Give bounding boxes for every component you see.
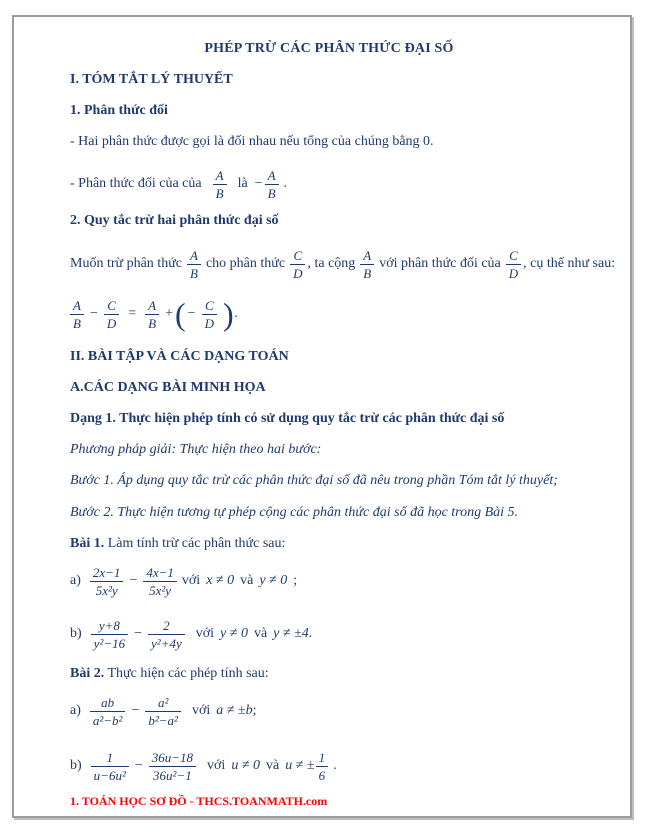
fraction-denominator: B [213,184,227,201]
subsection-heading-examples: A.CÁC DẠNG BÀI MINH HỌA [70,380,266,395]
paragraph-bai2-intro [70,665,588,683]
math-condition: a ≠ ±b [216,703,253,718]
math-fraction [91,618,128,651]
math-condition: y ≠ 0 [259,573,288,588]
math-fraction [148,618,185,651]
paragraph-step2: Bước 2. Thực hiện tương tự phép cộng các phân thức đại số đã học trong Bài 5. [70,505,519,520]
text-segment: với [195,626,215,641]
text-segment: . [283,176,288,191]
subsection-heading-subtract-rule: 2. Quy tắc trừ hai phân thức đại số [70,213,279,228]
formula-subtraction [70,292,588,336]
paragraph-opposite-fraction [70,164,588,204]
text-segment: và [240,573,254,588]
text-segment: và [266,758,280,773]
fraction-denominator: B [187,264,201,281]
fraction-numerator: C [293,247,303,263]
minus-sign: − [187,306,196,321]
fraction-denominator: D [290,264,305,281]
footer-credit: 1. TOÁN HỌC SƠ ĐỒ - THCS.TOANMATH.com [70,794,328,808]
fraction-numerator: C [509,247,518,263]
fraction-denominator: 6 [316,766,329,783]
fraction-denominator: y²+4y [148,634,185,651]
fraction-numerator: A [363,247,372,263]
math-fraction [145,298,159,331]
math-fraction [202,298,217,331]
math-condition: u ≠ 0 [231,758,261,773]
fraction-denominator: a²−b² [90,711,126,728]
fraction-denominator: 5x²y [90,581,124,598]
minus-sign: − [134,758,143,773]
fraction-numerator: 36u−18 [151,749,194,765]
fraction-numerator: y+8 [98,617,120,633]
text-segment: cho phân thức [205,256,286,271]
fraction-denominator: D [104,314,119,331]
math-fraction [104,298,119,331]
section-heading-theory: I. TÓM TẮT LÝ THUYẾT [70,72,233,87]
exercise-bai1-a [70,559,588,603]
fraction-numerator: a² [157,694,169,710]
fraction-denominator: b²−a² [145,711,181,728]
text-segment: và [253,626,268,641]
math-fraction [91,750,129,783]
math-fraction [70,298,84,331]
text-segment: . [333,758,337,773]
math-condition: y ≠ 0 [220,626,248,641]
text-segment: với [207,758,226,773]
fraction-denominator: D [202,314,217,331]
exercise-label: Bài 1. [70,536,105,551]
text-segment: với phân thức đối của [379,256,501,271]
doc-title: PHÉP TRỪ CÁC PHÂN THỨC ĐẠI SỐ [204,41,454,56]
subsection-heading-opposite-fraction: 1. Phân thức đối [70,103,168,118]
paragraph-method: Phương pháp giải: Thực hiện theo hai bước: [70,442,322,457]
text-segment: - Phân thức đối của của [70,176,202,191]
section-heading-exercises: II. BÀI TẬP VÀ CÁC DẠNG TOÁN [70,349,289,364]
text-segment: , cụ thể như sau: [523,256,616,271]
math-fraction [213,168,227,201]
item-label: a) [70,573,81,588]
left-paren: ( [175,296,186,332]
fraction-numerator: 2 [163,617,170,633]
text-segment: là [237,176,248,191]
exercise-label: Bài 2. [70,666,105,681]
math-fraction [290,248,305,281]
fraction-numerator: 4x−1 [146,564,174,580]
text-segment: với [191,703,211,718]
fraction-numerator: ab [101,694,115,710]
text-segment: Muốn trừ phân thức [70,256,182,271]
minus-sign: − [254,176,263,191]
math-fraction [265,168,279,201]
exercise-intro: Làm tính trừ các phân thức sau: [107,536,286,551]
minus-sign: − [129,573,138,588]
paragraph-step1: Bước 1. Áp dụng quy tắc trừ các phân thức đại số đã nêu trong phần Tóm tắt lý thuyết; [70,473,558,488]
fraction-numerator: 1 [318,749,326,765]
minus-sign: − [131,703,140,718]
item-label: b) [70,626,82,641]
fraction-numerator: A [267,167,276,183]
fraction-denominator: B [70,314,84,331]
text-segment: ; [293,573,298,588]
text-segment: với [181,573,201,588]
fraction-denominator: 5x²y [143,581,177,598]
exercise-bai1-b [70,612,588,656]
document-content [14,17,630,816]
math-condition: y ≠ ±4 [273,626,309,641]
fraction-denominator: B [360,264,374,281]
exercise-bai2-a [70,689,588,733]
item-label: a) [70,703,81,718]
math-fraction [145,695,181,728]
exercise-intro: Thực hiện các phép tính sau: [107,666,269,681]
fraction-numerator: C [107,297,116,313]
paragraph-bai1-intro [70,535,588,553]
fraction-denominator: y²−16 [91,634,128,651]
math-condition: u ≠ ± [285,758,315,773]
plus-sign: + [165,306,174,321]
fraction-denominator: D [506,264,521,281]
math-fraction [187,248,201,281]
fraction-numerator: A [215,167,224,183]
equals-sign: = [128,306,137,321]
fraction-denominator: B [145,314,159,331]
heading-dang1: Dạng 1. Thực hiện phép tính có sử dụng quy tắc trừ các phân thức đại số [70,411,505,426]
math-condition: x ≠ 0 [206,573,235,588]
fraction-denominator: 36u²−1 [149,766,196,783]
fraction-numerator: A [190,247,198,263]
fraction-numerator: A [148,297,157,313]
minus-sign: − [134,626,143,641]
math-fraction [149,750,196,783]
paragraph-opposite-definition: - Hai phân thức được gọi là đối nhau nếu tổng của chúng bằng 0. [70,134,434,149]
fraction-numerator: C [204,297,214,313]
math-fraction [316,750,329,783]
fraction-numerator: 1 [106,749,113,765]
text-segment: . [234,306,239,321]
math-fraction [90,565,124,598]
fraction-denominator: u−6u² [91,766,129,783]
exercise-bai2-b [70,744,588,788]
item-label: b) [70,758,82,773]
text-segment: , ta cộng [307,256,356,271]
text-segment: ; [252,703,257,718]
document-page [12,15,632,818]
text-segment: . [308,626,313,641]
fraction-denominator: B [265,184,279,201]
math-fraction [360,248,374,281]
paragraph-subtract-rule [70,244,616,284]
math-fraction [143,565,177,598]
minus-sign: − [89,306,98,321]
math-fraction [90,695,126,728]
math-fraction [506,248,521,281]
fraction-numerator: 2x−1 [92,564,121,580]
fraction-numerator: A [73,297,81,313]
right-paren: ) [222,296,234,332]
